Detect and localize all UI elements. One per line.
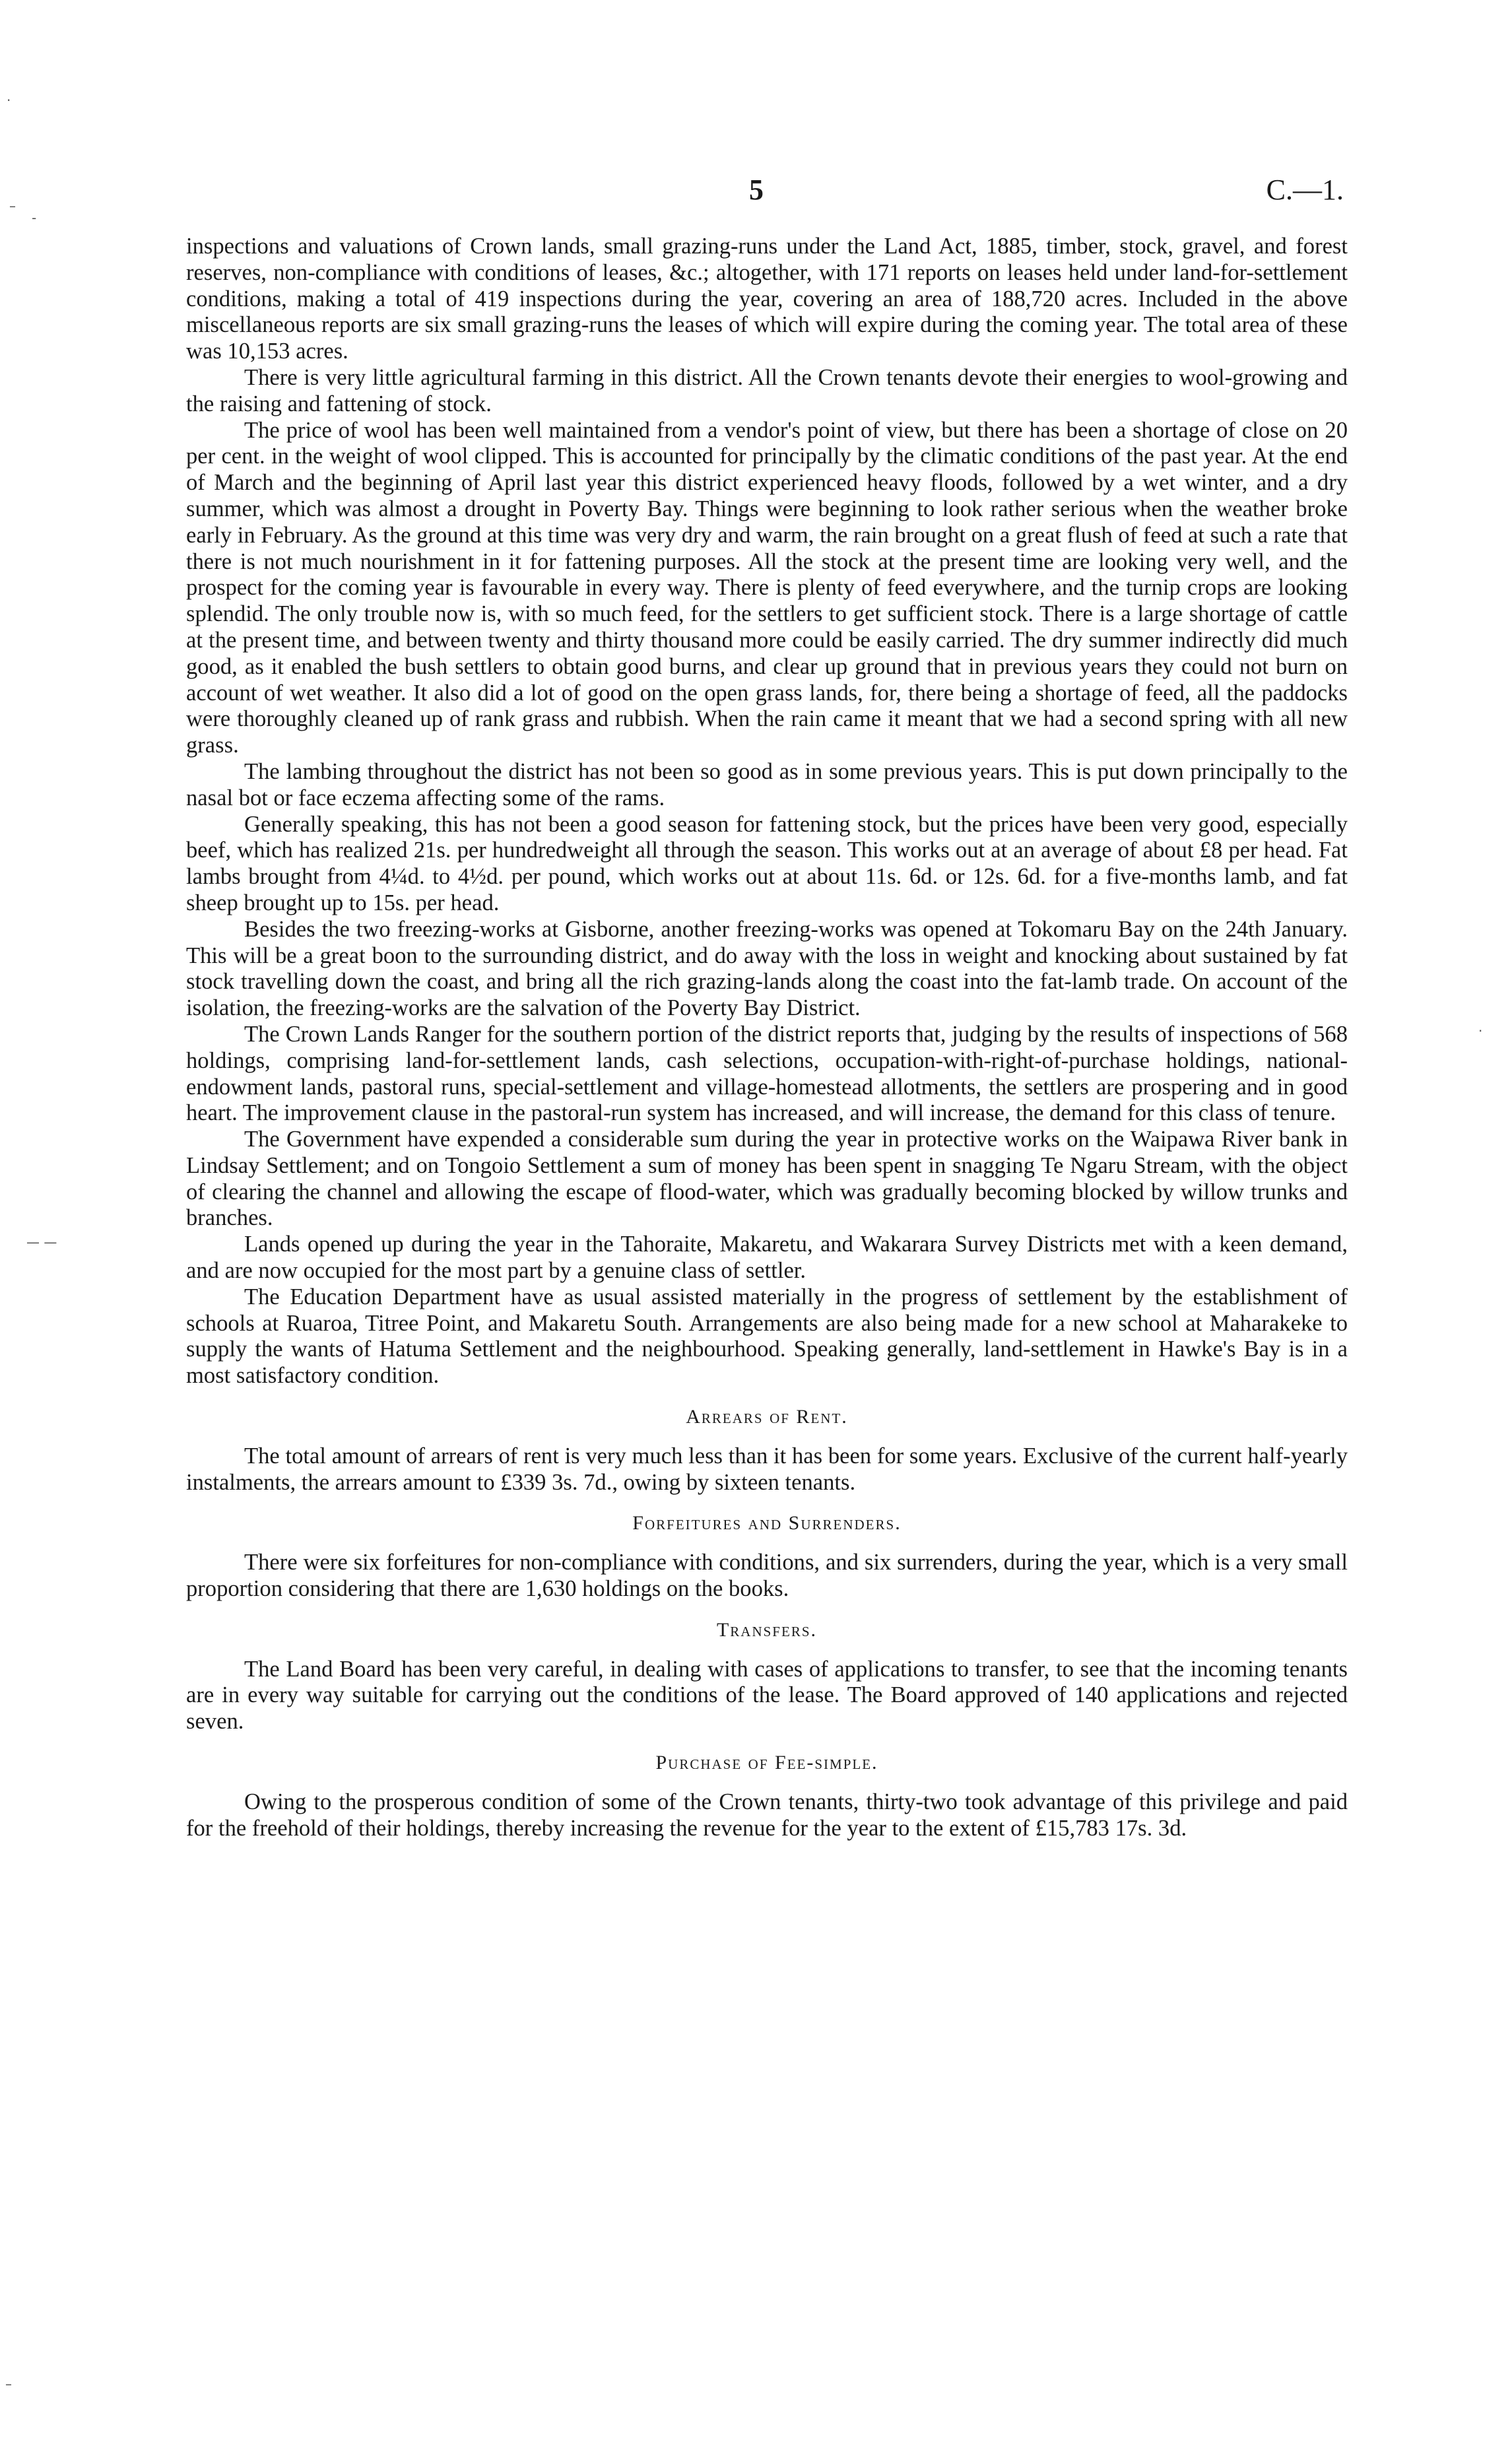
- paragraph: The price of wool has been well maintained from a vendor's point of view, but there has been a shortage of close on 20 per cent. in the weight of wool clipped. This is accounted for principally by the climatic conditions of the past year. At the end of March and the beginning of April last year this district experienced heavy floods, followed by a wet winter, and a dry summer, which was almost a drought in Poverty Bay. Things were beginning to look rather serious when the weather broke early in February. As the ground at this time was very dry and warm, the rain brought on a great flush of feed at such a rate that there is not much nourishment in it for fattening purposes. All the stock at the present time are looking very well, and the prospect for the coming year is favourable in every way. There is plenty of feed everywhere, and the turnip crops are looking splendid. The only trouble now is, with so much feed, for the settlers to get sufficient stock. There is a large shortage of cattle at the present time, and between twenty and thirty thousand more could be easily carried. The dry summer indirectly did much good, as it enabled the bush settlers to obtain good burns, and clear up ground that in previous years they could not burn on account of wet weather. It also did a lot of good on the open grass lands, for, there being a shortage of feed, all the paddocks were thoroughly cleaned up of rank grass and rubbish. When the rain came it meant that we had a second spring with all new grass.: [186, 417, 1348, 758]
- section-paragraph: Owing to the prosperous condition of some of the Crown tenants, thirty-two took advantage of this privilege and paid for the freehold of their holdings, thereby increasing the revenue for the year to the extent of £15,783 17s. 3d.: [186, 1789, 1348, 1841]
- margin-mark: ·: [7, 92, 11, 108]
- margin-mark: ·: [1478, 1023, 1483, 1039]
- margin-mark: -: [32, 210, 37, 226]
- section-heading-forfeitures: Forfeitures and Surrenders.: [632, 1512, 902, 1535]
- paragraph: The Crown Lands Ranger for the southern portion of the district reports that, judging by the results of inspections of 568 holdings, comprising land-for-settlement lands, cash selections, occupation-with-right-of-purchase holdings, national-endowment lands, pastoral runs, special-settlement and village-homestead allotments, the settlers are prospering and in good heart. The improvement clause in the pastoral-run system has increased, and will increase, the demand for this class of tenure.: [186, 1021, 1348, 1126]
- paragraph: There is very little agricultural farming in this district. All the Crown tenants devote their energies to wool-growing and the raising and fattening of stock.: [186, 364, 1348, 416]
- margin-mark: –: [5, 2376, 12, 2392]
- paragraph: The Education Department have as usual assisted materially in the progress of settlement by the establishment of schools at Ruaroa, Titree Point, and Makaretu South. Arrangements are also being made for a new school at Maharakeke to supply the wants of Hatuma Settlement and the neighbourhood. Speaking generally, land-settlement in Hawke's Bay is in a most satisfactory condition.: [186, 1284, 1348, 1389]
- margin-mark: — —: [26, 1234, 57, 1250]
- section-paragraph: The total amount of arrears of rent is very much less than it has been for some years. Exclusive of the current half-yearly instalments, the arrears amount to £339 3s. 7d., owing by sixteen tenants.: [186, 1443, 1348, 1495]
- section-heading-arrears: Arrears of Rent.: [686, 1406, 848, 1428]
- paragraph: The lambing throughout the district has not been so good as in some previous years. This is put down principally to the nasal bot or face eczema affecting some of the rams.: [186, 758, 1348, 810]
- section-paragraph: There were six forfeitures for non-compliance with conditions, and six surrenders, during the year, which is a very small proportion considering that there are 1,630 holdings on the books.: [186, 1550, 1348, 1602]
- document-reference: C.—1.: [1266, 174, 1344, 206]
- paragraph: Generally speaking, this has not been a good season for fattening stock, but the prices have been very good, especially beef, which has realized 21s. per hundredweight all through the season. This works out at an average of about £8 per head. Fat lambs brought from 4¼d. to 4½d. per pound, which works out at about 11s. 6d. or 12s. 6d. for a five-months lamb, and fat sheep brought up to 15s. per head.: [186, 811, 1348, 915]
- section-paragraph: The Land Board has been very careful, in dealing with cases of applications to transfer, to see that the incoming tenants are in every way suitable for carrying out the conditions of the lease. The Board approved of 140 applications and rejected seven.: [186, 1656, 1348, 1735]
- body-text: [186, 234, 1348, 1841]
- paragraph: The Government have expended a considerable sum during the year in protective works on the Waipawa River bank in Lindsay Settlement; and on Tongoio Settlement a sum of money has been spent in snagging Te Ngaru Stream, with the object of clearing the channel and allowing the escape of flood-water, which was gradually becoming blocked by willow trunks and branches.: [186, 1127, 1348, 1231]
- paragraph: Lands opened up during the year in the Tahoraite, Makaretu, and Wakarara Survey Districts met with a keen demand, and are now occupied for the most part by a genuine class of settler.: [186, 1232, 1348, 1284]
- page-number: 5: [749, 174, 764, 206]
- page-header: [0, 173, 1512, 213]
- section-heading-purchase: Purchase of Fee-simple.: [655, 1752, 878, 1774]
- margin-mark: –: [9, 198, 16, 214]
- paragraph: inspections and valuations of Crown lands, small grazing-runs under the Land Act, 1885, timber, stock, gravel, and forest reserves, non-compliance with conditions of leases, &c.; altogether, with 171 reports on leases held under land-for-settlement conditions, making a total of 419 inspections during the year, covering an area of 188,720 acres. Included in the above miscellaneous reports are six small grazing-runs the leases of which will expire during the coming year. The total area of these was 10,153 acres.: [186, 234, 1348, 364]
- paragraph: Besides the two freezing-works at Gisborne, another freezing-works was opened at Tokomaru Bay on the 24th January. This will be a great boon to the surrounding district, and do away with the loss in weight and knocking about sustained by fat stock travelling down the coast, and bring all the rich grazing-lands along the coast into the fat-lamb trade. On account of the isolation, the freezing-works are the salvation of the Poverty Bay District.: [186, 916, 1348, 1021]
- section-heading-transfers: Transfers.: [716, 1618, 818, 1641]
